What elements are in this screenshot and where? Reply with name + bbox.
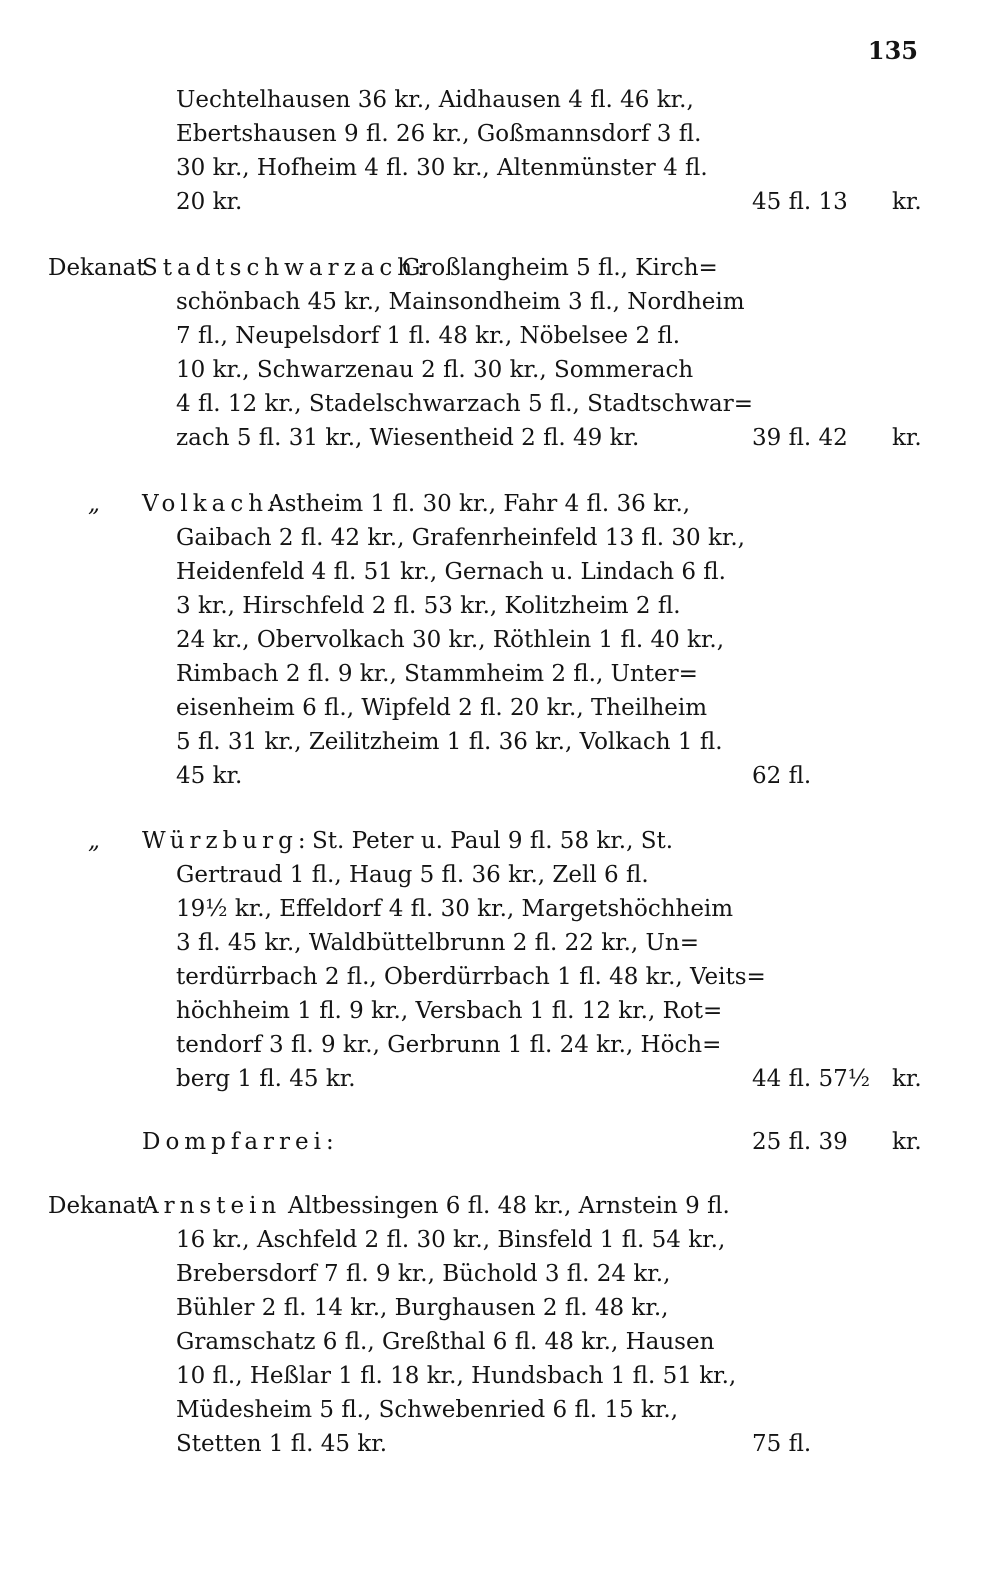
entry-text: Brebersdorf 7 fl. 9 kr., Büchold 3 fl. 24 kr., bbox=[176, 1261, 671, 1287]
entry-text: 16 kr., Aschfeld 2 fl. 30 kr., Binsfeld 1 fl. 54 kr., bbox=[176, 1227, 726, 1253]
entry-text: terdürrbach 2 fl., Oberdürrbach 1 fl. 48 kr., Veits= bbox=[176, 964, 766, 990]
entry-text: tendorf 3 fl. 9 kr., Gerbrunn 1 fl. 24 kr., Höch= bbox=[176, 1032, 722, 1058]
entry-text: 3 kr., Hirschfeld 2 fl. 53 kr., Kolitzheim 2 fl. bbox=[176, 593, 681, 619]
entry-text: Gaibach 2 fl. 42 kr., Grafenrheinfeld 13 fl. 30 kr., bbox=[176, 525, 745, 551]
entry-line bbox=[0, 1029, 1000, 1062]
entry-line bbox=[0, 825, 1000, 858]
entry-line bbox=[0, 320, 1000, 353]
page-number: 135 bbox=[867, 36, 918, 65]
dekanat-label: Dekanat bbox=[48, 255, 146, 281]
entry-text: 10 fl., Heßlar 1 fl. 18 kr., Hundsbach 1 fl. 51 kr., bbox=[176, 1363, 737, 1389]
entry-text: St. Peter u. Paul 9 fl. 58 kr., St. bbox=[312, 828, 674, 854]
entry-text: 24 kr., Obervolkach 30 kr., Röthlein 1 fl. 40 kr., bbox=[176, 627, 725, 653]
entry-line bbox=[0, 556, 1000, 589]
entry-line bbox=[0, 760, 1000, 793]
entry-text: 19½ kr., Effeldorf 4 fl. 30 kr., Margetshöchheim bbox=[176, 896, 734, 922]
deanery-heading: Arnstein bbox=[142, 1193, 282, 1219]
entry-line bbox=[0, 1360, 1000, 1393]
entry-line bbox=[0, 422, 1000, 455]
amount-unit: kr. bbox=[892, 189, 922, 215]
entry-line bbox=[0, 488, 1000, 521]
entry-line bbox=[0, 388, 1000, 421]
entry-line bbox=[0, 995, 1000, 1028]
entry-line bbox=[0, 84, 1000, 117]
entry-line bbox=[0, 590, 1000, 623]
amount: 44 fl. 57½ bbox=[752, 1066, 871, 1092]
amount: 45 fl. 13 bbox=[752, 189, 848, 215]
ditto-mark: „ bbox=[88, 491, 100, 517]
entry-line bbox=[0, 1126, 1000, 1159]
amount-unit: kr. bbox=[892, 425, 922, 451]
entry-line bbox=[0, 658, 1000, 691]
entry-text: Bühler 2 fl. 14 kr., Burghausen 2 fl. 48 kr., bbox=[176, 1295, 669, 1321]
deanery-heading: Stadtschwarzach: bbox=[142, 255, 430, 281]
entry-text: 10 kr., Schwarzenau 2 fl. 30 kr., Sommerach bbox=[176, 357, 694, 383]
entry-text: Gertraud 1 fl., Haug 5 fl. 36 kr., Zell 6 fl. bbox=[176, 862, 649, 888]
entry-text: 7 fl., Neupelsdorf 1 fl. 48 kr., Nöbelsee 2 fl. bbox=[176, 323, 681, 349]
deanery-heading: Volkach: bbox=[142, 491, 281, 517]
entry-text: 45 kr. bbox=[176, 763, 243, 789]
entry-line bbox=[0, 1428, 1000, 1461]
entry-text: berg 1 fl. 45 kr. bbox=[176, 1066, 356, 1092]
entry-text: Ebertshausen 9 fl. 26 kr., Goßmannsdorf 3 fl. bbox=[176, 121, 702, 147]
dekanat-label: Dekanat bbox=[48, 1193, 146, 1219]
entry-line bbox=[0, 1190, 1000, 1223]
entry-text: zach 5 fl. 31 kr., Wiesentheid 2 fl. 49 kr. bbox=[176, 425, 640, 451]
entry-line bbox=[0, 286, 1000, 319]
entry-line bbox=[0, 152, 1000, 185]
entry-text: Rimbach 2 fl. 9 kr., Stammheim 2 fl., Unter= bbox=[176, 661, 698, 687]
entry-line bbox=[0, 186, 1000, 219]
entry-text: 30 kr., Hofheim 4 fl. 30 kr., Altenmünster 4 fl. bbox=[176, 155, 708, 181]
entry-line bbox=[0, 1292, 1000, 1325]
entry-text: Uechtelhausen 36 kr., Aidhausen 4 fl. 46 kr., bbox=[176, 87, 694, 113]
entry-line bbox=[0, 1326, 1000, 1359]
entry-line bbox=[0, 1063, 1000, 1096]
entry-line bbox=[0, 1224, 1000, 1257]
deanery-heading: Dompfarrei: bbox=[142, 1129, 339, 1155]
entry-line bbox=[0, 859, 1000, 892]
entry-text: Gramschatz 6 fl., Greßthal 6 fl. 48 kr., Hausen bbox=[176, 1329, 715, 1355]
entry-line bbox=[0, 1258, 1000, 1291]
entry-line bbox=[0, 1394, 1000, 1427]
entry-text: Astheim 1 fl. 30 kr., Fahr 4 fl. 36 kr., bbox=[268, 491, 691, 517]
amount: 75 fl. bbox=[752, 1431, 812, 1457]
entry-line bbox=[0, 927, 1000, 960]
amount-unit: kr. bbox=[892, 1066, 922, 1092]
entry-text: 3 fl. 45 kr., Waldbüttelbrunn 2 fl. 22 kr., Un= bbox=[176, 930, 700, 956]
entry-line bbox=[0, 118, 1000, 151]
entry-line bbox=[0, 624, 1000, 657]
ditto-mark: „ bbox=[88, 828, 100, 854]
entry-line bbox=[0, 522, 1000, 555]
entry-line bbox=[0, 726, 1000, 759]
entry-text: Müdesheim 5 fl., Schwebenried 6 fl. 15 kr., bbox=[176, 1397, 679, 1423]
entry-text: schönbach 45 kr., Mainsondheim 3 fl., Nordheim bbox=[176, 289, 745, 315]
amount: 39 fl. 42 bbox=[752, 425, 848, 451]
entry-line bbox=[0, 354, 1000, 387]
amount-unit: kr. bbox=[892, 1129, 922, 1155]
amount: 25 fl. 39 bbox=[752, 1129, 848, 1155]
entry-line bbox=[0, 893, 1000, 926]
entry-text: Heidenfeld 4 fl. 51 kr., Gernach u. Lindach 6 fl. bbox=[176, 559, 726, 585]
entry-text: Stetten 1 fl. 45 kr. bbox=[176, 1431, 388, 1457]
entry-line bbox=[0, 692, 1000, 725]
entry-text: höchheim 1 fl. 9 kr., Versbach 1 fl. 12 kr., Rot= bbox=[176, 998, 723, 1024]
deanery-heading: Würzburg: bbox=[142, 828, 311, 854]
entry-line bbox=[0, 961, 1000, 994]
entry-text: 5 fl. 31 kr., Zeilitzheim 1 fl. 36 kr., Volkach 1 fl. bbox=[176, 729, 723, 755]
amount: 62 fl. bbox=[752, 763, 812, 789]
entry-text: eisenheim 6 fl., Wipfeld 2 fl. 20 kr., Theilheim bbox=[176, 695, 708, 721]
entry-text: Altbessingen 6 fl. 48 kr., Arnstein 9 fl. bbox=[288, 1193, 730, 1219]
entry-text: 4 fl. 12 kr., Stadelschwarzach 5 fl., Stadtschwar= bbox=[176, 391, 754, 417]
entry-text: 20 kr. bbox=[176, 189, 243, 215]
entry-text: Großlangheim 5 fl., Kirch= bbox=[402, 255, 718, 281]
entry-line bbox=[0, 252, 1000, 285]
